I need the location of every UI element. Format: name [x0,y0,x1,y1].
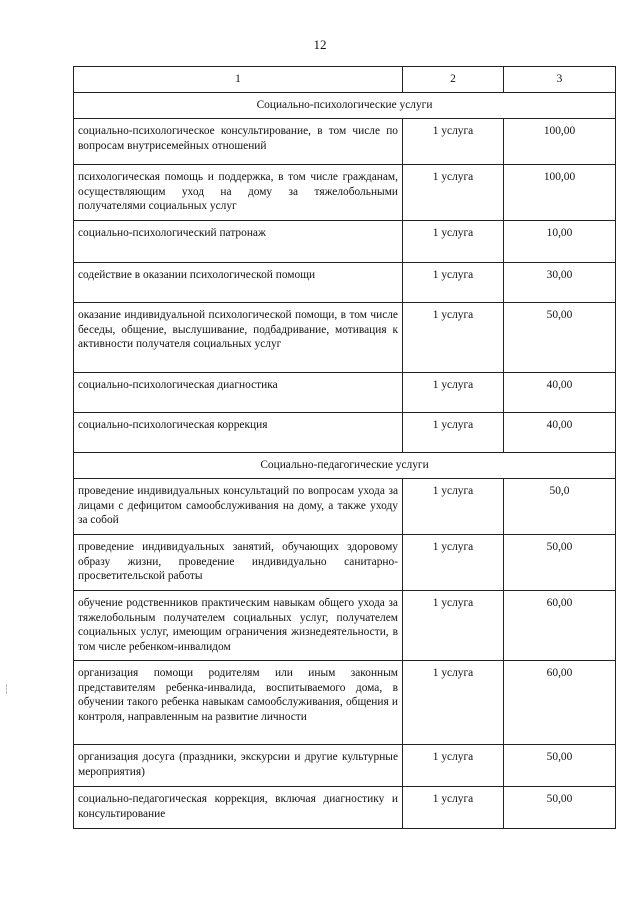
service-unit: 1 услуга [403,479,504,535]
service-price: 100,00 [504,165,616,221]
service-price: 40,00 [504,373,616,413]
service-unit: 1 услуга [403,535,504,591]
service-unit: 1 услуга [403,745,504,787]
section-row [74,93,616,119]
table-row [74,787,616,829]
table-row [74,535,616,591]
service-unit: 1 услуга [403,413,504,453]
service-price: 40,00 [504,413,616,453]
table-row [74,413,616,453]
service-price: 50,00 [504,303,616,373]
service-unit: 1 услуга [403,373,504,413]
service-name: социально-психологическая коррекция [74,413,403,453]
service-price: 10,00 [504,221,616,263]
table-row [74,221,616,263]
service-name: социально-психологическая диагностика [74,373,403,413]
table-body [74,93,616,829]
service-price: 50,00 [504,535,616,591]
service-name: организация досуга (праздники, экскурсии и другие культурные мероприятия) [74,745,403,787]
margin-mark [6,684,8,694]
service-name: оказание индивидуальной психологической помощи, в том числе беседы, общение, выслушивание, подбадривание, мотивация к активности получателя социальных услуг [74,303,403,373]
column-header-2: 2 [403,67,504,93]
table-row [74,263,616,303]
table-row [74,591,616,661]
table-row [74,303,616,373]
column-header-3: 3 [504,67,616,93]
table-header-row [74,67,616,93]
service-price: 50,00 [504,745,616,787]
service-name: социально-психологический патронаж [74,221,403,263]
service-price: 50,0 [504,479,616,535]
section-title: Социально-педагогические услуги [74,453,616,479]
section-title: Социально-психологические услуги [74,93,616,119]
section-row [74,453,616,479]
table-row [74,661,616,745]
service-name: содействие в оказании психологической помощи [74,263,403,303]
service-unit: 1 услуга [403,787,504,829]
service-price: 30,00 [504,263,616,303]
table-row [74,119,616,165]
service-price: 50,00 [504,787,616,829]
service-name: организация помощи родителям или иным законным представителям ребенка-инвалида, воспитываемого дома, в обучении такого ребенка навыкам самообслуживания, общения и контроля, направленным на развитие личности [74,661,403,745]
service-name: психологическая помощь и поддержка, в том числе гражданам, осуществляющим уход на дому за тяжелобольными получателями социальных услуг [74,165,403,221]
service-unit: 1 услуга [403,263,504,303]
service-price: 100,00 [504,119,616,165]
table-row [74,745,616,787]
service-unit: 1 услуга [403,119,504,165]
service-unit: 1 услуга [403,221,504,263]
service-name: проведение индивидуальных занятий, обучающих здоровому образу жизни, проведение индивидуально санитарно-просветительской работы [74,535,403,591]
service-unit: 1 услуга [403,303,504,373]
page-number: 12 [313,37,327,52]
table-row [74,165,616,221]
service-unit: 1 услуга [403,591,504,661]
service-name: социально-психологическое консультирование, в том числе по вопросам внутрисемейных отношений [74,119,403,165]
table-row [74,373,616,413]
service-unit: 1 услуга [403,165,504,221]
table-row [74,479,616,535]
column-header-1: 1 [74,67,403,93]
service-price: 60,00 [504,661,616,745]
service-name: обучение родственников практическим навыкам общего ухода за тяжелобольным получателем социальных услуг, получателем социальных услуг, имеющим ограничения жизнедеятельности, в том числе ребенком-инвалидом [74,591,403,661]
service-price: 60,00 [504,591,616,661]
service-unit: 1 услуга [403,661,504,745]
services-table [73,66,616,829]
service-name: социально-педагогическая коррекция, включая диагностику и консультирование [74,787,403,829]
service-name: проведение индивидуальных консультаций по вопросам ухода за лицами с дефицитом самообслуживания на дому, а также уходу за собой [74,479,403,535]
